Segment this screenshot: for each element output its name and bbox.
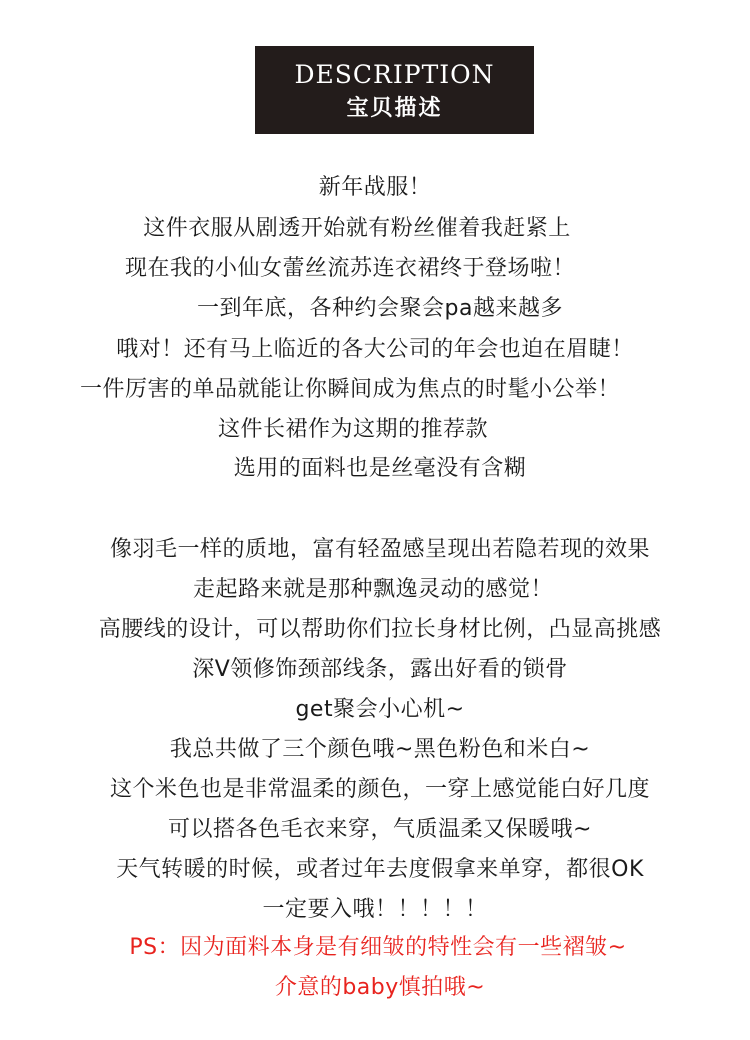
description-line: 选用的面料也是丝毫没有含糊 xyxy=(233,456,527,481)
description-line: 哦对！还有马上临近的各大公司的年会也迫在眉睫！ xyxy=(116,337,634,362)
description-line: 可以搭各色毛衣来穿，气质温柔又保暖哦~ xyxy=(168,817,592,842)
description-line: 走起路来就是那种飘逸灵动的感觉！ xyxy=(192,577,554,602)
header-title-zh: 宝贝描述 xyxy=(346,96,443,121)
description-line: 深V领修饰颈部线条，露出好看的锁骨 xyxy=(192,657,568,682)
description-line: 这件长裙作为这期的推荐款 xyxy=(217,417,489,442)
description-line: 新年战服！ xyxy=(318,175,432,200)
description-line: 高腰线的设计，可以帮助你们拉长身材比例，凸显高挑感 xyxy=(98,617,662,642)
description-line: 这件衣服从剧透开始就有粉丝催着我赶紧上 xyxy=(143,216,571,241)
notice-line: PS：因为面料本身是有细皱的特性会有一些褶皱~ xyxy=(129,935,627,960)
description-line: 我总共做了三个颜色哦~黑色粉色和米白~ xyxy=(169,737,591,762)
description-line: 一到年底，各种约会聚会pa越来越多 xyxy=(197,296,563,321)
description-line: 一定要入哦！！！！！ xyxy=(262,897,488,922)
description-line: 这个米色也是非常温柔的颜色，一穿上感觉能白好几度 xyxy=(109,777,651,802)
header-title-en: DESCRIPTION xyxy=(294,60,495,89)
notice-line: 介意的baby慎拍哦~ xyxy=(274,975,486,1000)
description-line: 一件厉害的单品就能让你瞬间成为焦点的时髦小公举！ xyxy=(79,377,621,402)
description-line: 像羽毛一样的质地，富有轻盈感呈现出若隐若现的效果 xyxy=(109,537,651,562)
description-line: get聚会小心机~ xyxy=(295,697,465,722)
description-line: 天气转暖的时候，或者过年去度假拿来单穿，都很OK xyxy=(116,857,644,882)
description-header xyxy=(255,46,534,134)
description-line: 现在我的小仙女蕾丝流苏连衣裙终于登场啦！ xyxy=(124,256,576,281)
